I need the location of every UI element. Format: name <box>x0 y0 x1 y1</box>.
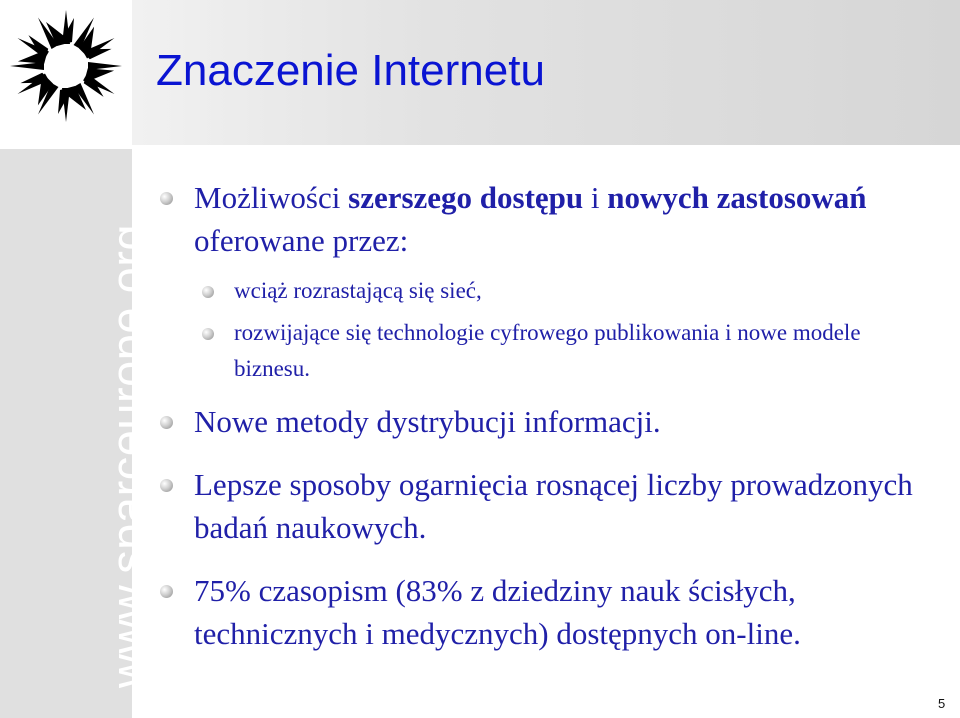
bullet-dot-icon <box>160 585 173 598</box>
sub-bullet-item <box>202 273 920 309</box>
bullet-text: Nowe metody dystrybucji informacji. <box>194 404 661 439</box>
page-number: 5 <box>938 696 946 711</box>
sub-bullet-text: wciąż rozrastającą się sieć, <box>234 278 482 303</box>
bullet-dot-icon <box>160 416 173 429</box>
bullet-dot-icon <box>160 192 173 205</box>
bullet-item <box>160 400 920 443</box>
starburst-logo-icon <box>6 6 126 126</box>
logo <box>0 0 132 145</box>
bullet-dot-icon <box>202 286 214 298</box>
bullet-item <box>160 569 920 655</box>
bullet-dot-icon <box>160 479 173 492</box>
bullet-item <box>160 463 920 549</box>
bullet-bold-text: szerszego dostępu <box>348 180 584 215</box>
bullet-dot-icon <box>202 328 214 340</box>
bullet-text: Możliwości <box>194 180 349 215</box>
sidebar-url-text: www.sparceurope.org <box>101 223 154 688</box>
bullet-text: Lepsze sposoby ogarnięcia rosnącej liczby prowadzonych badań naukowych. <box>194 467 913 545</box>
sub-bullet-item <box>202 315 920 387</box>
bullet-text: i <box>583 180 608 215</box>
bullet-list <box>160 176 920 655</box>
sub-bullet-text: rozwijające się technologie cyfrowego publikowania i nowe modele biznesu. <box>234 320 861 381</box>
bullet-bold-text: nowych zastosowań <box>607 180 867 215</box>
bullet-item <box>160 176 920 262</box>
bullet-text: 75% czasopism (83% z dziedziny nauk ścisłych, technicznych i medycznych) dostępnych on-line. <box>194 573 801 651</box>
bullet-text: oferowane przez: <box>194 223 409 258</box>
slide-title: Znaczenie Internetu <box>156 46 545 95</box>
